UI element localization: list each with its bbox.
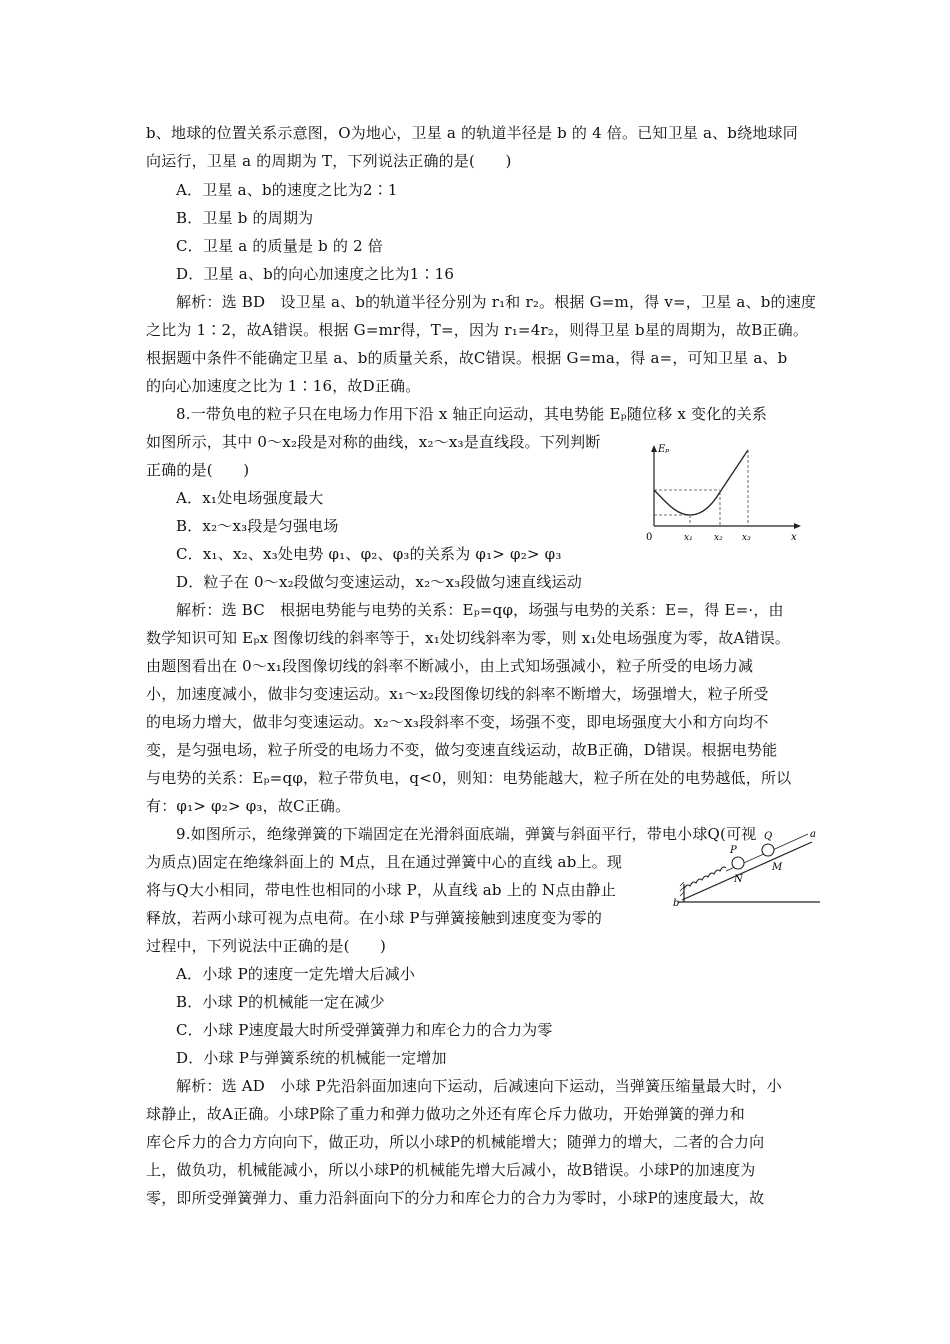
- tick-label-x1: x₁: [684, 533, 693, 543]
- q7-solution-line-1: 解析：选 BD 设卫星 a、b的轨道半径分别为 r₁和 r₂。根据 G=m，得 v=，卫星 a、b的速度: [176, 293, 817, 311]
- q9-stem-line-4: 释放，若两小球可视为点电荷。在小球 P与弹簧接触到速度变为零的: [146, 909, 603, 927]
- q7-option-b: B．卫星 b 的周期为: [176, 209, 314, 227]
- spring: [684, 867, 726, 889]
- tick-label-x2: x₂: [714, 533, 723, 543]
- q8-solution-line-6: 变，是匀强电场，粒子所受的电场力不变，做匀变速直线运动，故B正确，D错误。根据电势能: [146, 741, 778, 759]
- x-axis-arrow: [794, 523, 801, 529]
- origin-label: 0: [646, 532, 653, 543]
- q9-solution-line-1: 解析：选 AD 小球 P先沿斜面加速向下运动，后减速向下运动，当弹簧压缩量最大时，小: [176, 1077, 782, 1095]
- q7-option-a: A．卫星 a、b的速度之比为2∶1: [176, 181, 398, 199]
- q7-option-c: C．卫星 a 的质量是 b 的 2 倍: [176, 237, 383, 255]
- q9-option-d: D．小球 P与弹簧系统的机械能一定增加: [176, 1049, 447, 1067]
- y-axis-arrow: [651, 445, 657, 452]
- q7-solution-line-4: 的向心加速度之比为 1∶16，故D正确。: [146, 377, 421, 395]
- ep-curve: [654, 490, 720, 515]
- q7-option-d: D．卫星 a、b的向心加速度之比为1∶16: [176, 265, 455, 283]
- q8-solution-line-5: 的电场力增大，做非匀变速运动。x₂～x₃段斜率不变，场强不变，即电场强度大小和方向均不: [146, 713, 769, 731]
- q9-option-b: B．小球 P的机械能一定在减少: [176, 993, 385, 1011]
- q8-solution-line-7: 与电势的关系：Eₚ=qφ，粒子带负电，q<0，则知：电势能越大，粒子所在处的电势越低，所以: [146, 769, 792, 787]
- label-n: N: [734, 874, 743, 885]
- x-axis-label: x: [791, 532, 797, 543]
- q8-solution-line-1: 解析：选 BC 根据电势能与电势的关系：Eₚ=qφ，场强与电势的关系：E=，得 E=·，由: [176, 601, 784, 619]
- q9-solution-line-2: 球静止，故A正确。小球P除了重力和弹力做功之外还有库仑斥力做功，开始弹簧的弹力和: [146, 1105, 745, 1123]
- q7-solution-line-3: 根据题中条件不能确定卫星 a、b的质量关系，故C错误。根据 G=ma，得 a=，可知卫星 a、b: [146, 349, 788, 367]
- label-m: M: [772, 862, 783, 873]
- q8-option-d: D．粒子在 0～x₂段做匀变速运动，x₂～x₃段做匀速直线运动: [176, 573, 582, 591]
- label-a: a: [810, 829, 816, 840]
- label-q: Q: [764, 831, 773, 842]
- q9-stem-line-1: 9.如图所示，绝缘弹簧的下端固定在光滑斜面底端，弹簧与斜面平行，带电小球Q(可视: [176, 825, 757, 843]
- q8-solution-line-8: 有：φ₁> φ₂> φ₃，故C正确。: [146, 797, 351, 815]
- q8-stem-line-3: 正确的是( ): [146, 461, 250, 479]
- q7-stem-line-1: b、地球的位置关系示意图，O为地心，卫星 a 的轨道半径是 b 的 4 倍。已知卫星 a、b绕地球同: [146, 124, 798, 142]
- q9-stem-line-2: 为质点)固定在绝缘斜面上的 M点，且在通过弹簧中心的直线 ab上。现: [146, 853, 623, 871]
- incline-surface: [682, 842, 812, 900]
- q8-ep-x-figure: [636, 440, 806, 550]
- ep-straight-segment: [720, 450, 748, 492]
- q8-option-b: B．x₂～x₃段是匀强电场: [176, 517, 339, 535]
- q8-solution-line-3: 由题图看出在 0～x₁段图像切线的斜率不断减小，由上式知场强减小，粒子所受的电场力减: [146, 657, 754, 675]
- ball-q: [762, 844, 774, 856]
- q9-incline-figure: [672, 828, 822, 910]
- q8-solution-line-2: 数学知识可知 Eₚx 图像切线的斜率等于，x₁处切线斜率为零，则 x₁处电场强度为零，故A错误。: [146, 629, 791, 647]
- q9-solution-line-5: 零，即所受弹簧弹力、重力沿斜面向下的分力和库仑力的合力为零时，小球P的速度最大，故: [146, 1189, 765, 1207]
- q9-stem-line-3: 将与Q大小相同，带电性也相同的小球 P，从直线 ab 上的 N点由静止: [146, 881, 617, 899]
- q9-stem-line-5: 过程中，下列说法中正确的是( ): [146, 937, 387, 955]
- q8-option-a: A．x₁处电场强度最大: [176, 489, 324, 507]
- ball-p: [732, 857, 744, 869]
- label-b: b: [673, 898, 680, 909]
- q9-solution-line-3: 库仑斥力的合力方向向下，做正功，所以小球P的机械能增大；随弹力的增大，二者的合力向: [146, 1133, 765, 1151]
- label-p: P: [730, 845, 737, 856]
- tick-label-x3: x₃: [742, 533, 751, 543]
- q7-stem-line-2: 向运行，卫星 a 的周期为 T，下列说法正确的是( ): [146, 152, 512, 170]
- q8-solution-line-4: 小，加速度减小，做非匀变速运动。x₁～x₂段图像切线的斜率不断增大，场强增大，粒子所受: [146, 685, 769, 703]
- q9-option-a: A．小球 P的速度一定先增大后减小: [176, 965, 416, 983]
- q8-stem-line-1: 8.一带负电的粒子只在电场力作用下沿 x 轴正向运动，其电势能 Eₚ随位移 x 变化的关系: [176, 405, 768, 423]
- q9-option-c: C．小球 P速度最大时所受弹簧弹力和库仑力的合力为零: [176, 1021, 553, 1039]
- q8-option-c: C．x₁、x₂、x₃处电势 φ₁、φ₂、φ₃的关系为 φ₁> φ₂> φ₃: [176, 545, 562, 563]
- q9-solution-line-4: 上，做负功，机械能减小，所以小球P的机械能先增大后减小，故B错误。小球P的加速度为: [146, 1161, 756, 1179]
- q7-solution-line-2: 之比为 1∶2，故A错误。根据 G=mr得，T=，因为 r₁=4r₂，则得卫星 b星的周期为，故B正确。: [146, 321, 809, 339]
- y-axis-label: Eₚ: [658, 444, 670, 455]
- q8-stem-line-2: 如图所示，其中 0～x₂段是对称的曲线，x₂～x₃是直线段。下列判断: [146, 433, 601, 451]
